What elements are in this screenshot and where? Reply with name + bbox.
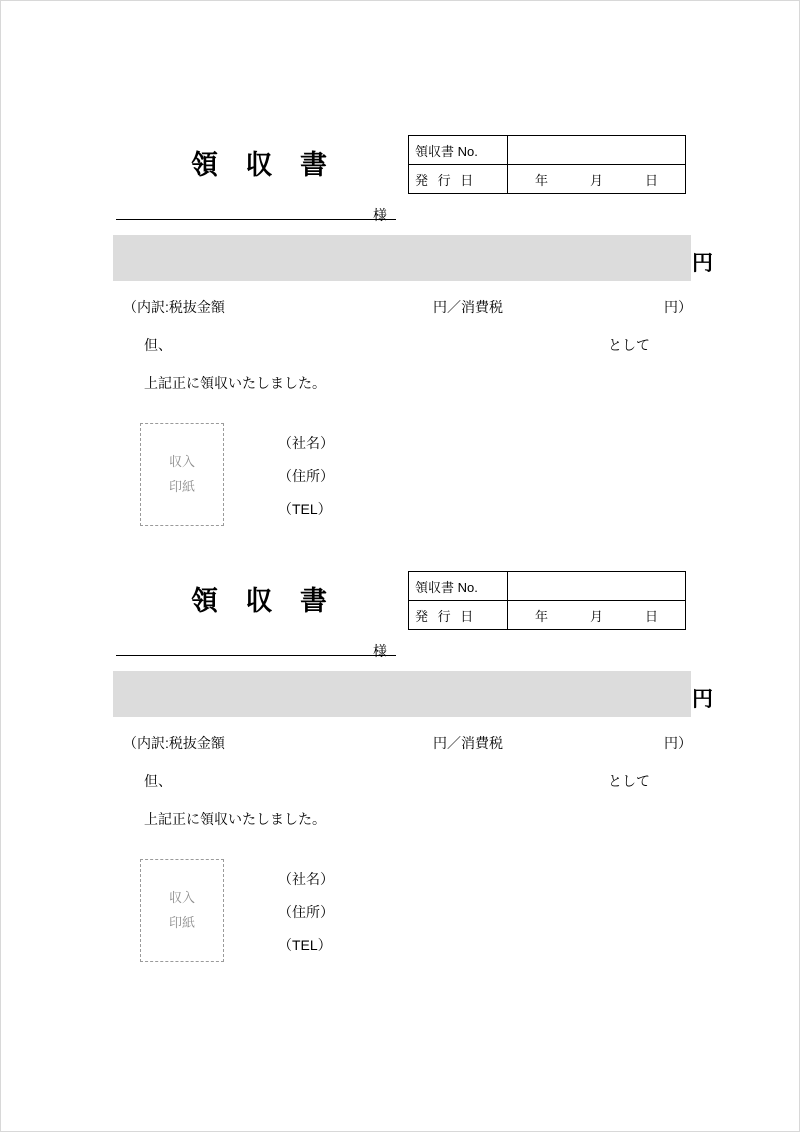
table-row [409, 572, 686, 601]
company-address-label: （住所） [278, 904, 334, 920]
breakdown-close-label: 円） [664, 735, 692, 751]
purpose-as-label: として [608, 773, 650, 789]
company-name-label: （社名） [278, 435, 334, 451]
amount-unit-label: 円 [692, 688, 713, 711]
amount-input[interactable] [113, 235, 691, 281]
issue-date-label: 発 行 日 [409, 165, 508, 194]
amount-input[interactable] [113, 671, 691, 717]
purpose-label: 但、 [144, 337, 172, 353]
addressee-suffix: 様 [373, 207, 387, 223]
table-row [409, 601, 686, 630]
receipt-no-input[interactable] [508, 572, 686, 601]
date-month-label: 月 [589, 608, 603, 624]
revenue-stamp-line2: 印紙 [168, 914, 195, 930]
company-name-label: （社名） [278, 871, 334, 887]
company-address-label: （住所） [278, 468, 334, 484]
addressee-input[interactable] [116, 199, 396, 220]
receipt-no-label: 領収書 No. [409, 136, 508, 165]
revenue-stamp-line1: 収入 [168, 453, 195, 469]
receipt-meta-table [408, 571, 686, 630]
revenue-stamp-line2: 印紙 [168, 478, 195, 494]
confirmation-text: 上記正に領収いたしました。 [144, 811, 326, 827]
confirmation-text: 上記正に領収いたしました。 [144, 375, 326, 391]
date-day-label: 日 [645, 172, 659, 188]
date-day-label: 日 [645, 608, 659, 624]
date-year-label: 年 [534, 172, 548, 188]
issue-date-input[interactable] [508, 165, 686, 194]
addressee-input[interactable] [116, 635, 396, 656]
table-row [409, 136, 686, 165]
addressee-suffix: 様 [373, 643, 387, 659]
date-month-label: 月 [589, 172, 603, 188]
breakdown-close-label: 円） [664, 299, 692, 315]
breakdown-tax-label: 円／消費税 [433, 299, 503, 315]
purpose-label: 但、 [144, 773, 172, 789]
table-row [409, 165, 686, 194]
page-title: 領 収 書 [191, 150, 338, 180]
breakdown-tax-label: 円／消費税 [433, 735, 503, 751]
breakdown-pretax-label: （内訳:税抜金額 [123, 735, 225, 751]
receipt-no-label: 領収書 No. [409, 572, 508, 601]
receipt-no-input[interactable] [508, 136, 686, 165]
issue-date-input[interactable] [508, 601, 686, 630]
company-tel-label: （TEL） [278, 501, 332, 517]
receipt-meta-table [408, 135, 686, 194]
company-tel-label: （TEL） [278, 937, 332, 953]
amount-unit-label: 円 [692, 252, 713, 275]
page-title: 領 収 書 [191, 586, 338, 616]
breakdown-pretax-label: （内訳:税抜金額 [123, 299, 225, 315]
issue-date-label: 発 行 日 [409, 601, 508, 630]
purpose-as-label: として [608, 337, 650, 353]
revenue-stamp-box [140, 859, 224, 962]
revenue-stamp-line1: 収入 [168, 889, 195, 905]
date-year-label: 年 [534, 608, 548, 624]
revenue-stamp-box [140, 423, 224, 526]
